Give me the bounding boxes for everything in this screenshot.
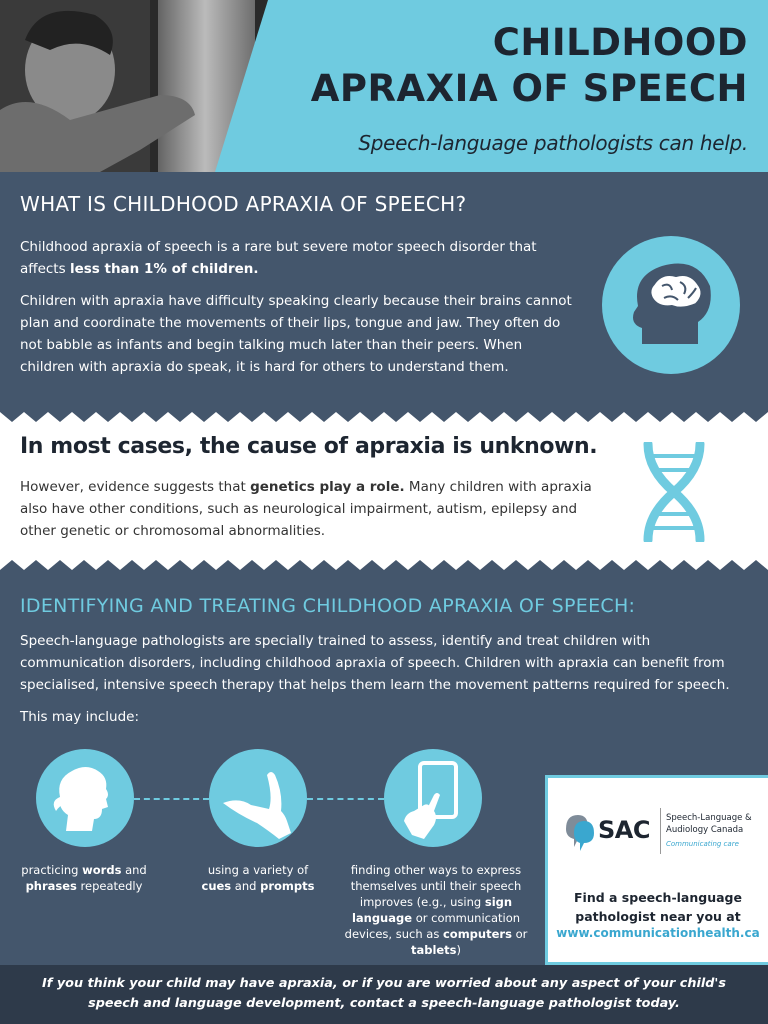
caption-bold: sign language bbox=[351, 895, 513, 925]
intro-emphasis: less than 1% of children. bbox=[69, 261, 259, 277]
header bbox=[0, 0, 768, 172]
cues-caption bbox=[188, 862, 328, 894]
sac-logo-icon bbox=[562, 811, 596, 851]
cause-paragraph bbox=[20, 476, 595, 542]
tablet-hand-icon bbox=[384, 749, 482, 847]
caption-text: or bbox=[511, 927, 528, 941]
page-title bbox=[311, 20, 748, 112]
caption-text: practicing bbox=[21, 863, 83, 877]
cause-section bbox=[0, 412, 768, 570]
may-include-label: This may include: bbox=[20, 709, 140, 725]
caption-text: finding other ways to express themselves until their speech improves (e.g., using bbox=[350, 863, 522, 909]
treatment-paragraph: Speech-language pathologists are specially trained to assess, identify and treat children with communication disorders, including childhood apraxia of speech. Children with apraxia can benefit from specialised, intensive speech therapy that helps them learn the movement patterns required for speech. bbox=[20, 633, 730, 693]
caption-bold: computers bbox=[442, 927, 512, 941]
org-name-line-2: Audiology Canada bbox=[666, 825, 744, 835]
page-subtitle: Speech-language pathologists can help. bbox=[358, 131, 748, 155]
cause-text-start: However, evidence suggests that bbox=[20, 479, 251, 495]
org-name-line-1: Speech-Language & bbox=[666, 813, 752, 823]
caption-text: ) bbox=[456, 943, 462, 957]
find-line-1: Find a speech-language bbox=[574, 890, 742, 905]
treatment-heading: IDENTIFYING AND TREATING CHILDHOOD APRAXIA OF SPEECH: bbox=[20, 595, 636, 617]
sac-logo-text: SAC bbox=[598, 816, 650, 844]
caption-text: repeatedly bbox=[76, 879, 143, 893]
cause-text-end: Many children with apraxia also have other conditions, such as neurological impairment, autism, epilepsy and other genetic or chromosomal abnormalities. bbox=[20, 479, 592, 539]
caption-bold: phrases bbox=[25, 879, 77, 893]
caption-bold: words bbox=[82, 863, 122, 877]
caption-text: and bbox=[231, 879, 261, 893]
website-link[interactable]: www.communicationhealth.ca bbox=[556, 926, 760, 940]
intro-paragraph bbox=[20, 236, 580, 280]
cause-heading: In most cases, the cause of apraxia is unknown. bbox=[20, 434, 598, 459]
caption-text: using a variety of bbox=[207, 863, 309, 877]
zigzag-divider-top bbox=[0, 412, 768, 426]
caption-bold: tablets bbox=[410, 943, 457, 957]
organization-tagline: Communicating care bbox=[666, 840, 739, 848]
footer-message: If you think your child may have apraxia, or if you are worried about any aspect of your child's speech and language development, contact a speech-language pathologist today. bbox=[42, 976, 726, 1011]
cause-emphasis: genetics play a role. bbox=[250, 479, 405, 495]
organization-name bbox=[666, 812, 752, 836]
brain-head-icon bbox=[602, 236, 740, 374]
other-ways-caption bbox=[336, 862, 536, 958]
connector-line bbox=[134, 798, 209, 800]
title-line-2: APRAXIA OF SPEECH bbox=[310, 67, 748, 110]
find-slp-text bbox=[548, 888, 768, 926]
logo-divider bbox=[660, 808, 661, 854]
title-line-1: CHILDHOOD bbox=[492, 21, 748, 64]
intro-text: Childhood apraxia of speech is a rare but severe motor speech disorder that affects bbox=[20, 239, 537, 277]
caption-bold: cues bbox=[201, 879, 232, 893]
sac-card bbox=[545, 775, 768, 965]
footer bbox=[0, 965, 768, 1024]
find-line-2: pathologist near you at bbox=[575, 909, 741, 924]
zigzag-divider-bottom bbox=[0, 556, 768, 570]
caption-text: and bbox=[121, 863, 147, 877]
description-paragraph: Children with apraxia have difficulty speaking clearly because their brains cannot plan and coordinate the movements of their lips, tongue and jaw. They often do not babble as infants and begin talking much later than their peers. When children with apraxia do speak, it is hard for others to understand them. bbox=[20, 293, 572, 375]
caption-text: or communication devices, such as bbox=[344, 911, 521, 941]
child-profile-icon bbox=[36, 749, 134, 847]
section-heading: WHAT IS CHILDHOOD APRAXIA OF SPEECH? bbox=[20, 192, 467, 216]
connector-line bbox=[307, 798, 384, 800]
dna-icon bbox=[634, 442, 714, 542]
practice-caption bbox=[14, 862, 154, 894]
boy-photo bbox=[0, 0, 335, 172]
hand-cue-icon bbox=[209, 749, 307, 847]
caption-bold: prompts bbox=[260, 879, 315, 893]
what-is-section bbox=[0, 172, 768, 422]
